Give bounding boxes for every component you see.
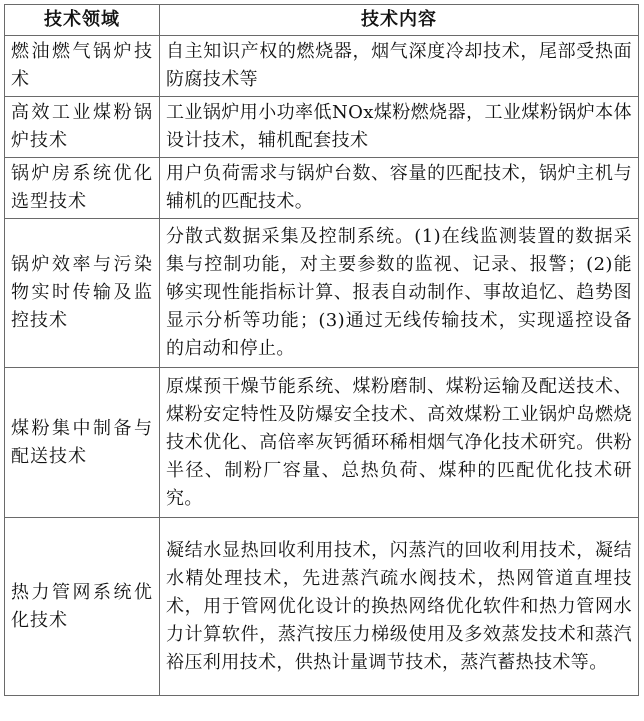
tech-area-cell: 煤粉集中制备与配送技术 (5, 368, 160, 518)
table-row (5, 158, 639, 219)
tech-area-cell: 燃油燃气锅炉技术 (5, 36, 160, 97)
tech-content-cell: 自主知识产权的燃烧器，烟气深度冷却技术，尾部受热面防腐技术等 (160, 36, 639, 97)
table-row (5, 36, 639, 97)
tech-area-cell: 锅炉效率与污染物实时传输及监控技术 (5, 219, 160, 368)
tech-content-cell: 凝结水显热回收利用技术，闪蒸汽的回收利用技术，凝结水精处理技术，先进蒸汽疏水阀技术，热网管道直埋技术，用于管网优化设计的换热网络优化软件和热力管网水力计算软件，蒸汽按压力梯级使用及多效蒸发技术和蒸汽裕压利用技术，供热计量调节技术，蒸汽蓄热技术等。 (160, 518, 639, 696)
table-row (5, 219, 639, 368)
table-header-row (5, 5, 639, 36)
tech-content-cell: 分散式数据采集及控制系统。(1)在线监测装置的数据采集与控制功能，对主要参数的监视、记录、报警；(2)能够实现性能指标计算、报表自动制作、事故追忆、趋势图显示分析等功能；(3)通过无线传输技术，实现遥控设备的启动和停止。 (160, 219, 639, 368)
table-row (5, 97, 639, 158)
table-row (5, 518, 639, 696)
tech-area-cell: 高效工业煤粉锅炉技术 (5, 97, 160, 158)
tech-area-cell: 锅炉房系统优化选型技术 (5, 158, 160, 219)
header-tech-area: 技术领域 (5, 5, 160, 36)
tech-content-cell: 原煤预干燥节能系统、煤粉磨制、煤粉运输及配送技术、煤粉安定特性及防爆安全技术、高效煤粉工业锅炉岛燃烧技术优化、高倍率灰钙循环稀相烟气净化技术研究。供粉半径、制粉厂容量、总热负荷、煤种的匹配优化技术研究。 (160, 368, 639, 518)
tech-area-cell: 热力管网系统优化技术 (5, 518, 160, 696)
table-row (5, 368, 639, 518)
tech-content-cell: 用户负荷需求与锅炉台数、容量的匹配技术，锅炉主机与辅机的匹配技术。 (160, 158, 639, 219)
tech-content-cell: 工业锅炉用小功率低NOx煤粉燃烧器，工业煤粉锅炉本体设计技术，辅机配套技术 (160, 97, 639, 158)
technology-table (4, 4, 639, 696)
header-tech-content: 技术内容 (160, 5, 639, 36)
